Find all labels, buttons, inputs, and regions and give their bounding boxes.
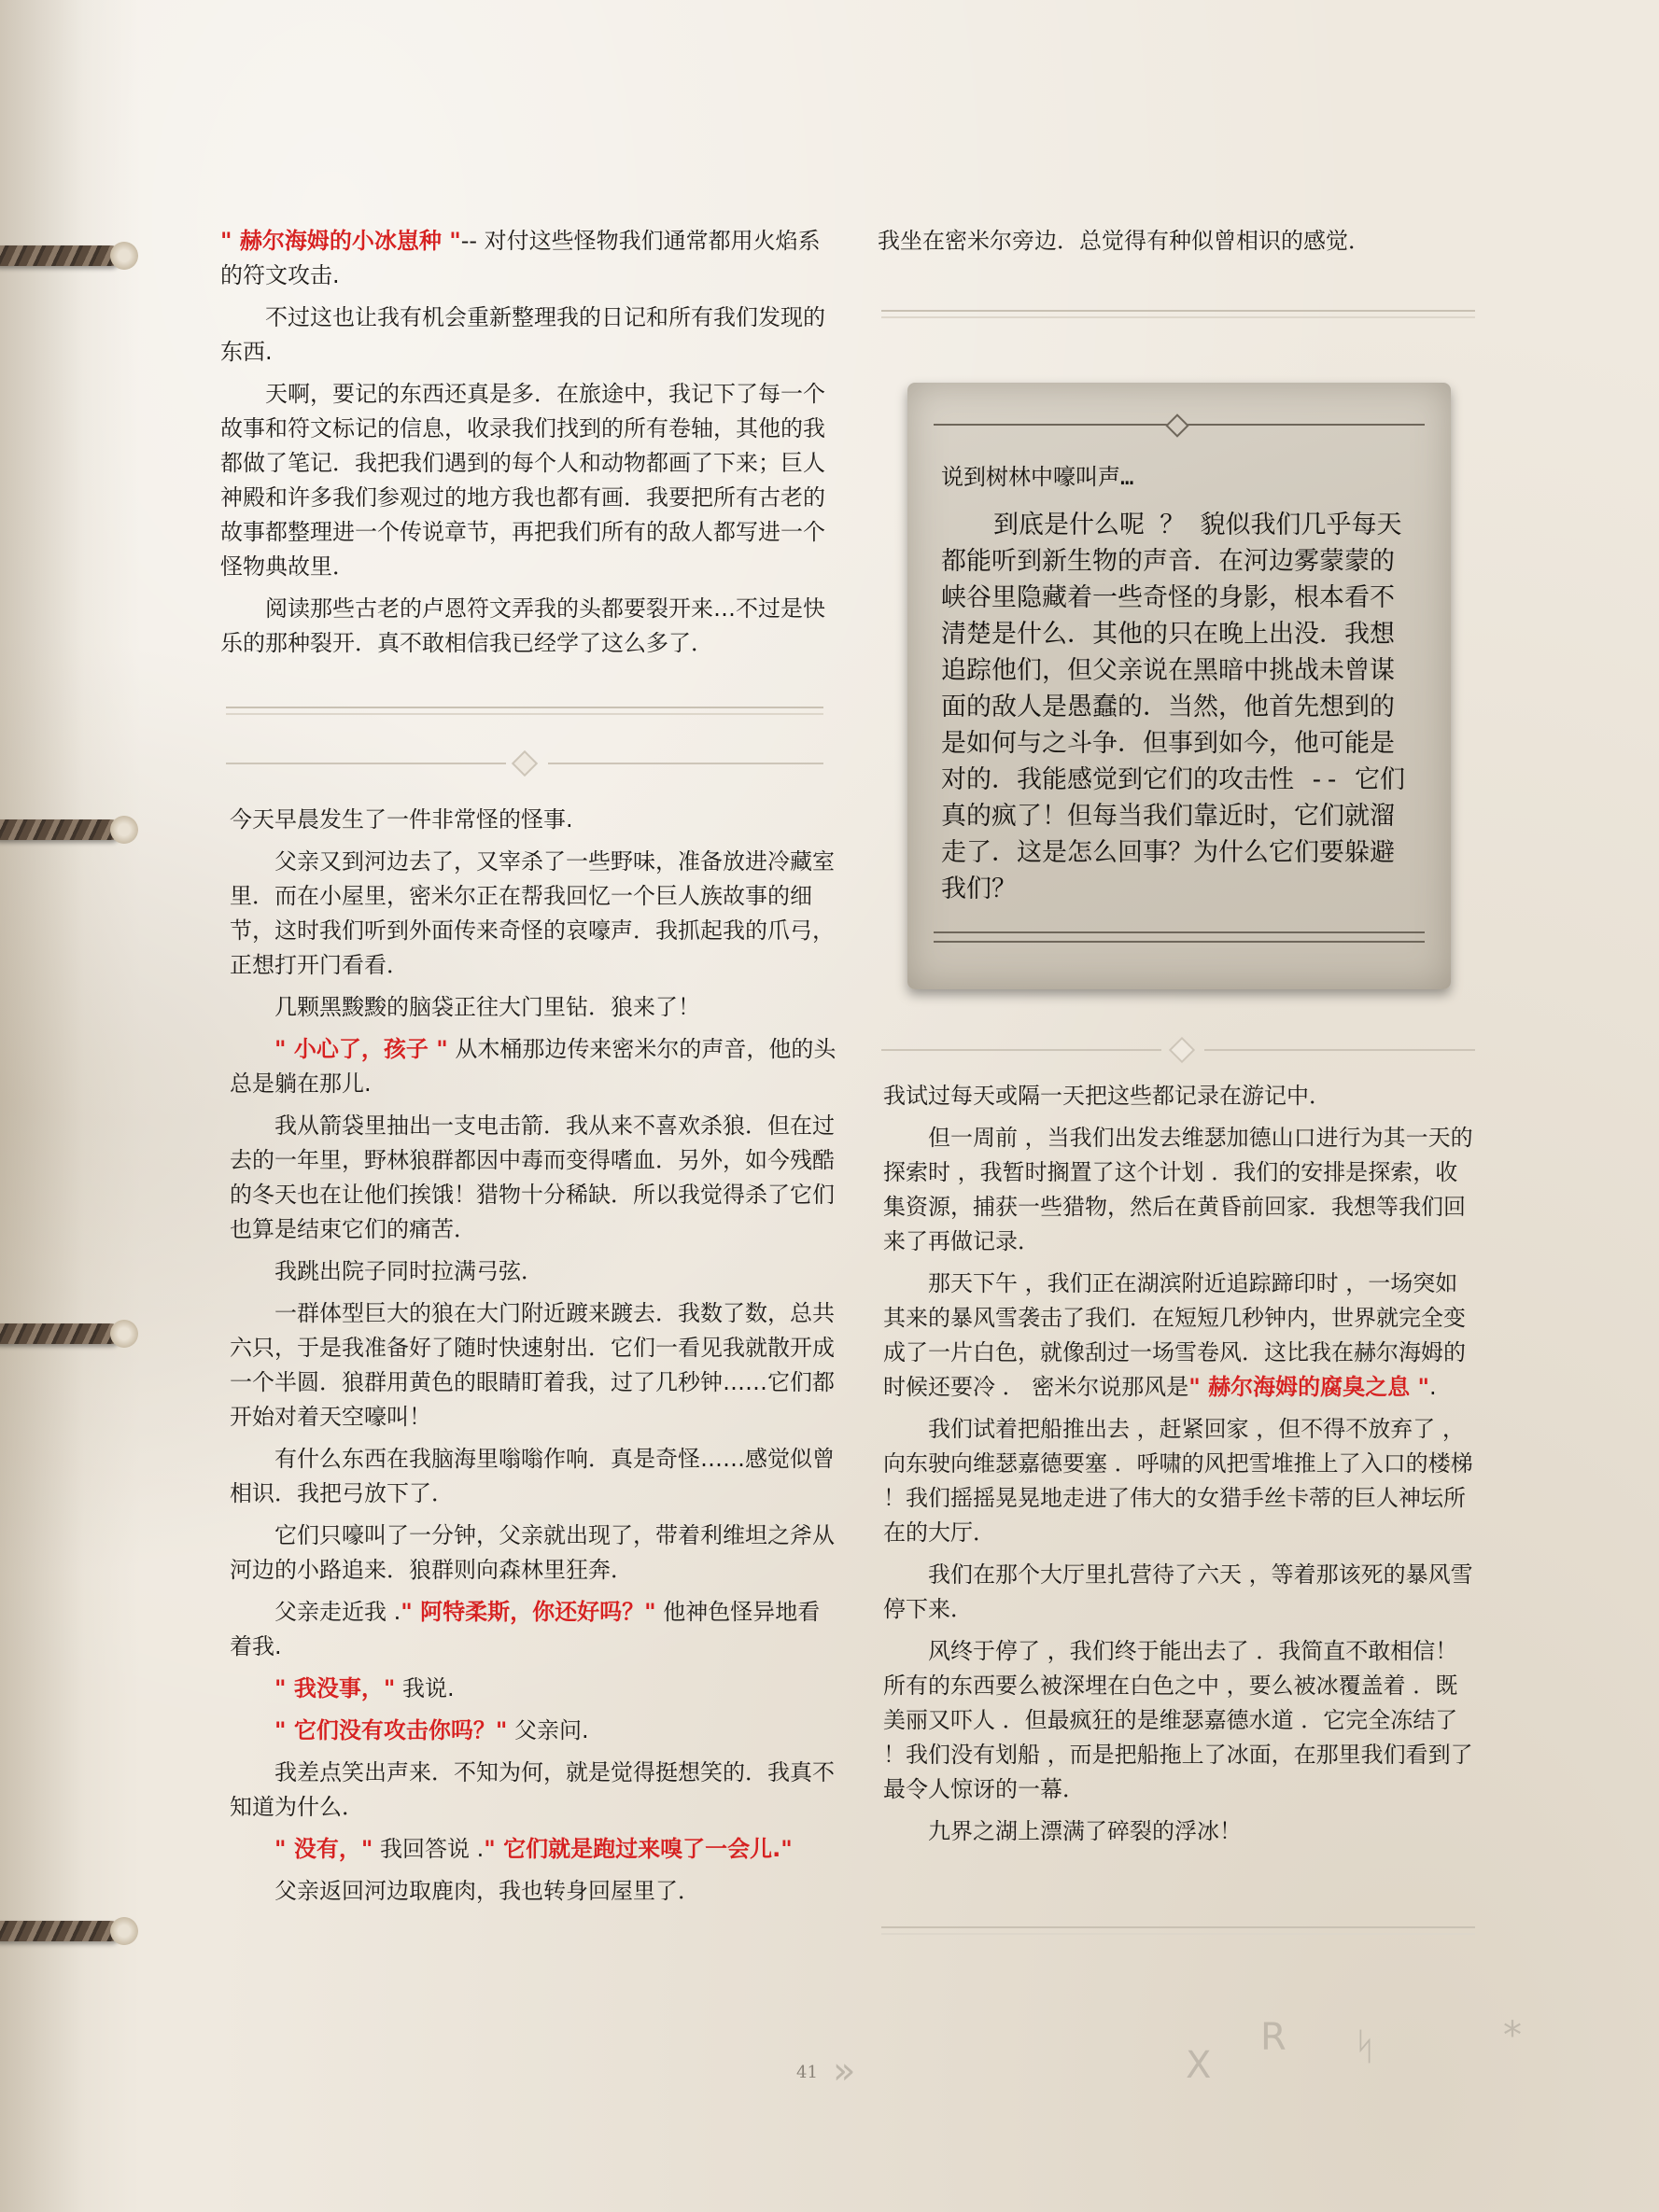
paragraph-text: 那天下午 ，我们正在湖滨附近追踪蹄印时 ，一场突如其来的暴风雪袭击了我们．在短短几秒钟内，世界就完全变成了一片白色，就像刮过一场雪卷风．这比我在赫尔海姆的时候还要冷 ． 密米尔说那风是 xyxy=(883,1270,1466,1400)
red-quote: " 它们没有攻击你吗？" xyxy=(274,1717,508,1743)
paragraph xyxy=(230,1672,837,1706)
left-bottom-section xyxy=(230,803,837,1916)
paragraph: 父亲返回河边取鹿肉，我也转身回屋里了． xyxy=(274,1878,700,1904)
paragraph: 今天早晨发生了一件非常怪的怪事. xyxy=(230,806,573,833)
paragraph: 它们只嚎叫了一分钟，父亲就出现了，带着利维坦之斧从河边的小路追来．狼群则向森林里狂奔． xyxy=(230,1522,835,1583)
binding-edge xyxy=(0,0,140,2212)
paragraph: 父亲又到河边去了，又宰杀了一些野味，准备放进冷藏室里．而在小屋里，密米尔正在帮我回忆一个巨人族故事的细节，这时我们听到外面传来奇怪的哀嚎声．我抓起我的爪弓，正想打开门看看． xyxy=(230,848,835,978)
note-text xyxy=(941,459,1417,907)
binding-cord xyxy=(0,1307,140,1363)
paragraph-text: 父亲问. xyxy=(507,1717,589,1743)
rune-icon: ᛋ xyxy=(1354,2025,1376,2068)
section-divider xyxy=(881,1925,1475,1938)
paragraph xyxy=(883,1267,1477,1405)
rune-icon: * xyxy=(1503,2014,1522,2057)
paragraph: 我们在那个大厅里扎营待了六天 ，等着那该死的暴风雪停下来． xyxy=(883,1561,1473,1622)
ornament-divider xyxy=(881,1036,1475,1064)
paragraph: 但一周前 ，当我们出发去维瑟加德山口进行为其一天的探索时 ，我暂时搁置了这个计划 ．我们的安排是探索，收集资源，捕获一些猎物，然后在黄昏前回家．我想等我们回来了再做记录． xyxy=(883,1125,1473,1254)
rune-icon: R xyxy=(1260,2016,1286,2059)
paragraph xyxy=(230,1595,837,1664)
paragraph-text: 我回答说 . xyxy=(373,1836,485,1862)
section-divider xyxy=(881,308,1475,321)
paragraph xyxy=(230,1032,837,1101)
paragraph: 风终于停了 ，我们终于能出去了 ．我简直不敢相信！所有的东西要么被深埋在白色之中 ，要么被冰覆盖着 ．既美丽又吓人 ．但最疯狂的是维瑟嘉德水道 ．它完全冻结了 ！我们没有划船 ，而是把船拖上了冰面，在那里我们看到了最令人惊讶的一幕． xyxy=(883,1638,1473,1802)
paragraph: 阅读那些古老的卢恩符文弄我的头都要裂开来…不过是快乐的那种裂开．真不敢相信我已经学了这么多了． xyxy=(220,595,825,656)
paragraph-text: 他神色怪异地看着我. xyxy=(230,1599,821,1659)
note-card xyxy=(907,383,1451,989)
ornament-divider xyxy=(226,749,823,777)
left-top-section xyxy=(220,224,827,668)
rune-decoration xyxy=(1186,2007,1540,2091)
paragraph-text: . xyxy=(1428,1374,1437,1400)
page-number: 41 xyxy=(796,2063,818,2082)
diamond-icon xyxy=(512,750,538,777)
binding-cord xyxy=(0,229,140,285)
note-rule xyxy=(934,931,1425,933)
paragraph-text: -- 对付这些怪物我们通常都用火焰系的符文攻击. xyxy=(220,228,821,288)
paragraph xyxy=(230,1832,837,1867)
paragraph-text: 父亲走近我 . xyxy=(274,1599,401,1625)
diamond-icon xyxy=(1165,413,1188,437)
binding-cord xyxy=(0,1904,140,1960)
paragraph-text: 从木桶那边传来密米尔的声音，他的头总是躺在那儿. xyxy=(230,1036,837,1097)
red-quote: " 我没事，" xyxy=(274,1675,396,1701)
right-top-section xyxy=(878,224,1475,266)
paragraph: 天啊，要记的东西还真是多．在旅途中，我记下了每一个故事和符文标记的信息，收录我们找到的所有卷轴，其他的我都做了笔记．我把我们遇到的每个人和动物都画了下来；巨人神殿和许多我们参观过的地方我也都有画．我要把所有古老的故事都整理进一个传说章节，再把我们所有的敌人都写进一个怪物典故里． xyxy=(220,381,825,580)
paragraph: 我坐在密米尔旁边．总觉得有种似曾相识的感觉． xyxy=(878,228,1371,254)
right-bottom-section xyxy=(883,1079,1477,1856)
red-quote: " 它们就是跑过来嗅了一会儿." xyxy=(484,1836,793,1862)
paragraph: 我从箭袋里抽出一支电击箭．我从来不喜欢杀狼．但在过去的一年里，野林狼群都因中毒而变得嗜血．另外，如今残酷的冬天也在让他们挨饿！猎物十分稀缺．所以我觉得杀了它们也算是结束它们的痛苦． xyxy=(230,1113,835,1242)
paragraph: 有什么东西在我脑海里嗡嗡作响．真是奇怪……感觉似曾相识．我把弓放下了． xyxy=(230,1446,835,1506)
red-quote: " 小心了，孩子 " xyxy=(274,1036,448,1062)
paragraph: 我们试着把船推出去 ，赶紧回家 ，但不得不放弃了 ，向东驶向维瑟嘉德要塞 ．呼啸的风把雪堆推上了入口的楼梯 ！我们摇摇晃晃地走进了伟大的女猎手丝卡蒂的巨人神坛所在的大厅． xyxy=(883,1416,1473,1546)
paragraph xyxy=(220,224,827,293)
note-body: 到底是什么呢 ？ 貌似我们几乎每天都能听到新生物的声音．在河边雾蒙蒙的峡谷里隐藏着一些奇怪的身影，根本看不清楚是什么．其他的只在晚上出没．我想追踪他们，但父亲说在黑暗中挑战未曾谋面的敌人是愚蠢的．当然，他首先想到的是如何与之斗争．但事到如今，他可能是对的．我能感觉到它们的攻击性 -- 它们真的疯了！但每当我们靠近时，它们就溜走了．这是怎么回事？为什么它们要躲避我们？ xyxy=(941,511,1406,903)
double-chevron-icon: » xyxy=(833,2050,847,2093)
paragraph: 几颗黑黢黢的脑袋正往大门里钻．狼来了！ xyxy=(274,994,700,1020)
paragraph: 一群体型巨大的狼在大门附近踱来踱去．我数了数，总共六只，于是我准备好了随时快速射出．它们一看见我就散开成一个半圆．狼群用黄色的眼睛盯着我，过了几秒钟……它们都开始对着天空嚎叫！ xyxy=(230,1300,835,1430)
section-divider xyxy=(226,705,823,718)
red-quote: " 赫尔海姆的小冰崽种 " xyxy=(220,228,461,254)
paragraph: 我差点笑出声来．不知为何，就是觉得挺想笑的．我真不知道为什么． xyxy=(230,1759,835,1820)
rune-icon: X xyxy=(1186,2044,1212,2087)
note-rule xyxy=(934,941,1425,943)
paragraph: 九界之湖上漂满了碎裂的浮冰！ xyxy=(928,1818,1242,1844)
diamond-icon xyxy=(1169,1037,1195,1063)
paragraph: 我试过每天或隔一天把这些都记录在游记中． xyxy=(883,1083,1331,1109)
binding-cord xyxy=(0,803,140,859)
paragraph-text: 我说. xyxy=(395,1675,455,1701)
paragraph: 我跳出院子同时拉满弓弦． xyxy=(274,1258,543,1284)
paragraph xyxy=(230,1714,837,1748)
red-quote: " 赫尔海姆的腐臭之息 " xyxy=(1188,1374,1429,1400)
red-quote: " 阿特柔斯，你还好吗？" xyxy=(401,1599,656,1625)
note-title: 说到树林中嚎叫声… xyxy=(941,464,1134,490)
red-quote: " 没有，" xyxy=(274,1836,373,1862)
paragraph: 不过这也让我有机会重新整理我的日记和所有我们发现的东西. xyxy=(220,304,825,365)
